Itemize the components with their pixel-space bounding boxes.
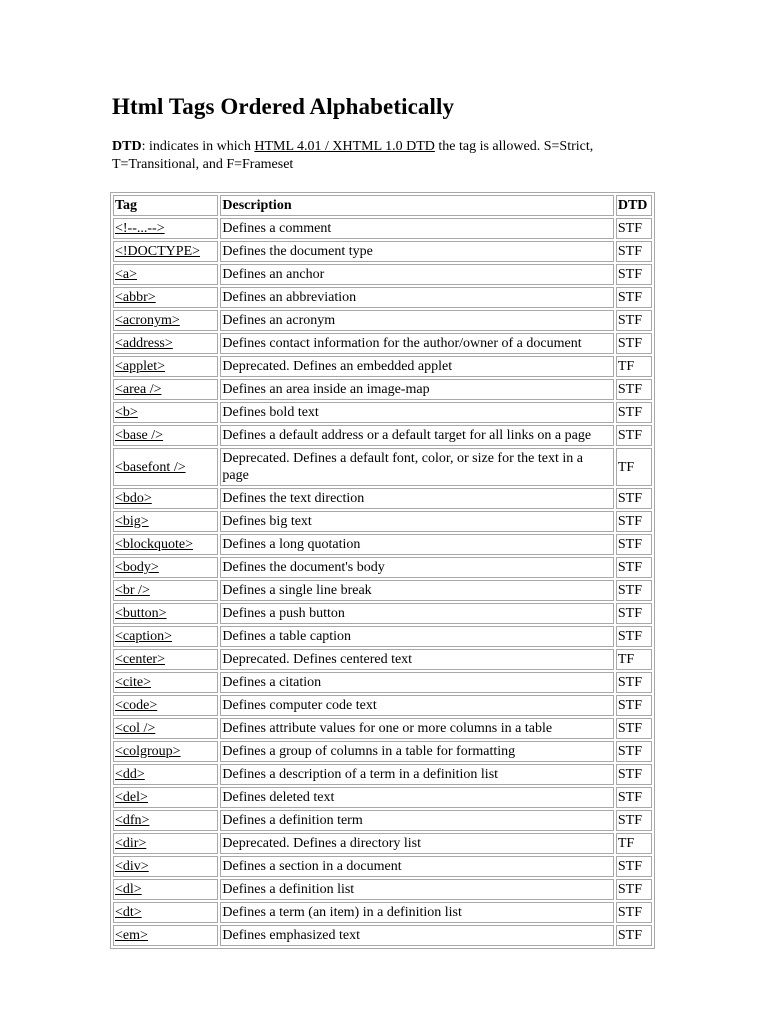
description-cell: Defines a single line break (220, 580, 613, 601)
tag-link[interactable]: <!DOCTYPE> (115, 244, 201, 259)
tag-link[interactable]: <code> (115, 698, 158, 713)
dtd-cell: STF (616, 856, 652, 877)
description-cell: Defines the text direction (220, 488, 613, 509)
tag-cell (113, 241, 218, 262)
tag-cell (113, 333, 218, 354)
description-cell: Defines a push button (220, 603, 613, 624)
table-row (113, 264, 652, 285)
description-cell: Deprecated. Defines an embedded applet (220, 356, 613, 377)
dtd-cell: STF (616, 333, 652, 354)
tag-cell (113, 580, 218, 601)
description-cell: Defines a comment (220, 218, 613, 239)
dtd-cell: STF (616, 626, 652, 647)
table-row (113, 511, 652, 532)
tag-cell (113, 626, 218, 647)
description-cell: Defines emphasized text (220, 925, 613, 946)
description-cell: Defines a citation (220, 672, 613, 693)
dtd-cell: STF (616, 695, 652, 716)
tag-link[interactable]: <colgroup> (115, 744, 181, 759)
dtd-cell: STF (616, 488, 652, 509)
dtd-intro-paragraph (112, 138, 652, 174)
table-row (113, 649, 652, 670)
dtd-cell: STF (616, 511, 652, 532)
table-row (113, 425, 652, 446)
description-cell: Defines the document type (220, 241, 613, 262)
dtd-cell: STF (616, 379, 652, 400)
tag-link[interactable]: <dfn> (115, 813, 150, 828)
header-description: Description (220, 195, 613, 216)
tag-cell (113, 448, 218, 486)
tag-cell (113, 856, 218, 877)
tag-link[interactable]: <center> (115, 652, 165, 667)
dtd-cell: TF (616, 649, 652, 670)
description-cell: Defines a group of columns in a table for formatting (220, 741, 613, 762)
table-row (113, 241, 652, 262)
tag-link[interactable]: <abbr> (115, 290, 156, 305)
tag-link[interactable]: <em> (115, 928, 148, 943)
tag-link[interactable]: <base /> (115, 428, 164, 443)
tag-link[interactable]: <dt> (115, 905, 142, 920)
dtd-cell: STF (616, 925, 652, 946)
tag-cell (113, 218, 218, 239)
table-row (113, 534, 652, 555)
dtd-cell: STF (616, 764, 652, 785)
table-row (113, 902, 652, 923)
table-row (113, 402, 652, 423)
dtd-cell: STF (616, 580, 652, 601)
page-title: Html Tags Ordered Alphabetically (112, 94, 455, 119)
tag-link[interactable]: <div> (115, 859, 149, 874)
tag-link[interactable]: <bdo> (115, 491, 152, 506)
tag-link[interactable]: <col /> (115, 721, 156, 736)
table-row (113, 833, 652, 854)
tag-cell (113, 718, 218, 739)
table-row (113, 741, 652, 762)
dtd-cell: STF (616, 741, 652, 762)
tag-cell (113, 672, 218, 693)
description-cell: Defines computer code text (220, 695, 613, 716)
description-cell: Defines a definition list (220, 879, 613, 900)
header-dtd: DTD (616, 195, 652, 216)
description-cell: Deprecated. Defines a default font, color, or size for the text in a page (220, 448, 613, 486)
table-row (113, 448, 652, 486)
table-header-row (113, 195, 652, 216)
tag-cell (113, 833, 218, 854)
tag-cell (113, 511, 218, 532)
description-cell: Defines the document's body (220, 557, 613, 578)
tag-cell (113, 264, 218, 285)
tag-cell (113, 879, 218, 900)
dtd-cell: STF (616, 672, 652, 693)
dtd-cell: STF (616, 718, 652, 739)
table-row (113, 787, 652, 808)
table-row (113, 810, 652, 831)
table-row (113, 695, 652, 716)
tag-link[interactable]: <basefont /> (115, 459, 186, 475)
dtd-cell: STF (616, 879, 652, 900)
tag-cell (113, 603, 218, 624)
intro-text-after-link: the tag is allowed. S=Strict, T=Transitional, and F=Frameset (112, 139, 594, 172)
dtd-cell: TF (616, 356, 652, 377)
tag-link[interactable]: <del> (115, 790, 148, 805)
description-cell: Defines bold text (220, 402, 613, 423)
tag-link[interactable]: <dl> (115, 882, 142, 897)
tag-cell (113, 764, 218, 785)
description-cell: Defines a table caption (220, 626, 613, 647)
dtd-cell: STF (616, 287, 652, 308)
table-row (113, 580, 652, 601)
table-row (113, 333, 652, 354)
tag-cell (113, 534, 218, 555)
table-row (113, 379, 652, 400)
tag-cell (113, 925, 218, 946)
tag-cell (113, 787, 218, 808)
dtd-cell: TF (616, 833, 652, 854)
tag-link[interactable]: <big> (115, 514, 149, 529)
table-row (113, 557, 652, 578)
tag-link[interactable]: <br /> (115, 583, 150, 598)
table-row (113, 603, 652, 624)
header-tag: Tag (113, 195, 218, 216)
dtd-cell: STF (616, 603, 652, 624)
table-row (113, 925, 652, 946)
dtd-cell: STF (616, 810, 652, 831)
tag-cell (113, 425, 218, 446)
intro-text-before-link: : indicates in which (141, 139, 255, 154)
tag-cell (113, 741, 218, 762)
dtd-cell: TF (616, 448, 652, 486)
tag-link[interactable]: <applet> (115, 359, 165, 374)
table-row (113, 718, 652, 739)
tag-cell (113, 488, 218, 509)
description-cell: Deprecated. Defines centered text (220, 649, 613, 670)
description-cell: Defines big text (220, 511, 613, 532)
tag-link[interactable]: <dir> (115, 836, 147, 851)
tag-link[interactable]: <address> (115, 336, 173, 351)
table-row (113, 287, 652, 308)
dtd-reference-link[interactable]: HTML 4.01 / XHTML 1.0 DTD (254, 139, 435, 154)
description-cell: Defines a default address or a default target for all links on a page (220, 425, 613, 446)
dtd-cell: STF (616, 402, 652, 423)
description-cell: Defines a term (an item) in a definition list (220, 902, 613, 923)
table-row (113, 764, 652, 785)
tag-cell (113, 356, 218, 377)
dtd-cell: STF (616, 534, 652, 555)
description-cell: Defines contact information for the author/owner of a document (220, 333, 613, 354)
table-row (113, 488, 652, 509)
tag-cell (113, 557, 218, 578)
tag-cell (113, 287, 218, 308)
dtd-cell: STF (616, 264, 652, 285)
description-cell: Defines a definition term (220, 810, 613, 831)
tag-link[interactable]: <cite> (115, 675, 151, 690)
description-cell: Defines an abbreviation (220, 287, 613, 308)
description-cell: Defines deleted text (220, 787, 613, 808)
dtd-term: DTD (112, 139, 142, 154)
table-row (113, 672, 652, 693)
table-row (113, 218, 652, 239)
table-row (113, 626, 652, 647)
description-cell: Deprecated. Defines a directory list (220, 833, 613, 854)
table-row (113, 310, 652, 331)
dtd-cell: STF (616, 787, 652, 808)
dtd-cell: STF (616, 902, 652, 923)
dtd-cell: STF (616, 218, 652, 239)
tag-cell (113, 810, 218, 831)
description-cell: Defines an acronym (220, 310, 613, 331)
tag-link[interactable]: <b> (115, 405, 138, 420)
tag-cell (113, 379, 218, 400)
dtd-cell: STF (616, 425, 652, 446)
dtd-cell: STF (616, 241, 652, 262)
tag-link[interactable]: <body> (115, 560, 159, 575)
table-body (113, 218, 652, 946)
tag-link[interactable]: <blockquote> (115, 537, 193, 552)
description-cell: Defines a section in a document (220, 856, 613, 877)
tag-cell (113, 310, 218, 331)
table-row (113, 356, 652, 377)
description-cell: Defines a description of a term in a definition list (220, 764, 613, 785)
tag-link[interactable]: <caption> (115, 629, 172, 644)
tag-link[interactable]: <acronym> (115, 313, 180, 328)
description-cell: Defines a long quotation (220, 534, 613, 555)
description-cell: Defines an anchor (220, 264, 613, 285)
description-cell: Defines attribute values for one or more columns in a table (220, 718, 613, 739)
description-cell: Defines an area inside an image-map (220, 379, 613, 400)
dtd-cell: STF (616, 310, 652, 331)
tag-link[interactable]: <dd> (115, 767, 145, 782)
tag-link[interactable]: <area /> (115, 382, 162, 397)
html-tags-table (110, 192, 655, 949)
tag-cell (113, 649, 218, 670)
tag-link[interactable]: <!--...--> (115, 221, 165, 236)
dtd-cell: STF (616, 557, 652, 578)
table-row (113, 856, 652, 877)
tag-cell (113, 402, 218, 423)
tag-link[interactable]: <a> (115, 267, 138, 282)
table-row (113, 879, 652, 900)
tag-cell (113, 695, 218, 716)
tag-cell (113, 902, 218, 923)
tag-link[interactable]: <button> (115, 606, 167, 621)
